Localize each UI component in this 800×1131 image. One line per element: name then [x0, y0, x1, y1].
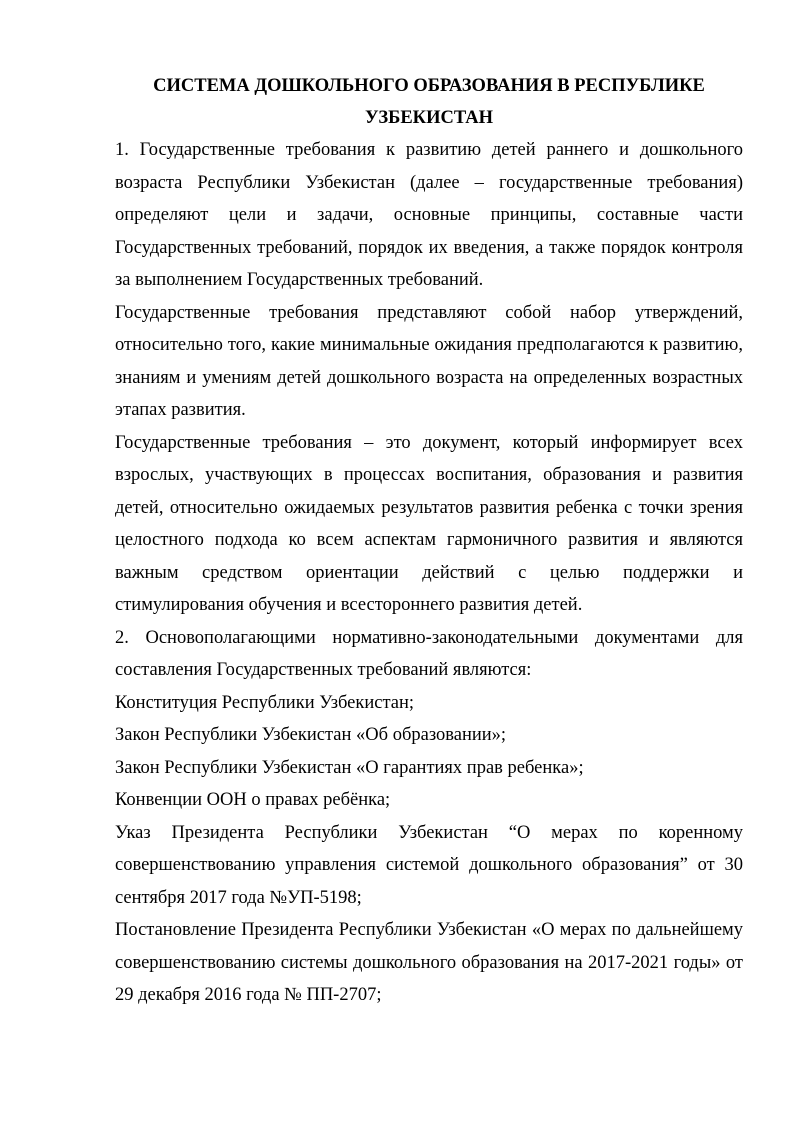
title-line-1: СИСТЕМА ДОШКОЛЬНОГО ОБРАЗОВАНИЯ В РЕСПУБЛИКЕ: [153, 76, 705, 96]
document-page: [115, 70, 743, 1012]
list-item-presidential-decree: Указ Президента Республики Узбекистан “О мерах по коренному совершенствованию управления системой дошкольного образования” от 30 сентября 2017 года №УП-5198;: [115, 822, 743, 908]
list-item-education-law: Закон Республики Узбекистан «Об образовании»;: [115, 725, 507, 745]
document-title: [115, 70, 743, 134]
list-item-un-convention: Конвенции ООН о правах ребёнка;: [115, 790, 391, 810]
list-item-child-rights-law: Закон Республики Узбекистан «О гарантиях прав ребенка»;: [115, 757, 584, 778]
paragraph-2: Государственные требования представляют собой набор утверждений, относительно того, какие минимальные ожидания предполагаются к развитию, знаниям и умениям детей дошкольного возраста на определенных возрастных этапах развития.: [115, 302, 743, 420]
paragraph-4: 2. Основополагающими нормативно-законодательными документами для составления Государственных требований являются:: [115, 627, 743, 680]
list-item-constitution: Конституция Республики Узбекистан;: [115, 692, 415, 713]
list-item-presidential-resolution: Постановление Президента Республики Узбекистан «О мерах по дальнейшему совершенствованию системы дошкольного образования на 2017-2021 годы» от 29 декабря 2016 года № ПП-2707;: [115, 920, 743, 1005]
paragraph-3: Государственные требования – это документ, который информирует всех взрослых, участвующих в процессах воспитания, образования и развития детей, относительно ожидаемых результатов развития ребенка с точки зрения целостного подхода ко всем аспектам гармоничного развития и являются важным средством ориентации действий с целью поддержки и стимулирования обучения и всестороннего развития детей.: [115, 432, 743, 615]
paragraph-1: 1. Государственные требования к развитию детей раннего и дошкольного возраста Республики Узбекистан (далее – государственные требования) определяют цели и задачи, основные принципы, составные части Государственных требований, порядок их введения, а также порядок контроля за выполнением Государственных требований.: [115, 140, 743, 290]
title-line-2: УЗБЕКИСТАН: [364, 108, 493, 128]
